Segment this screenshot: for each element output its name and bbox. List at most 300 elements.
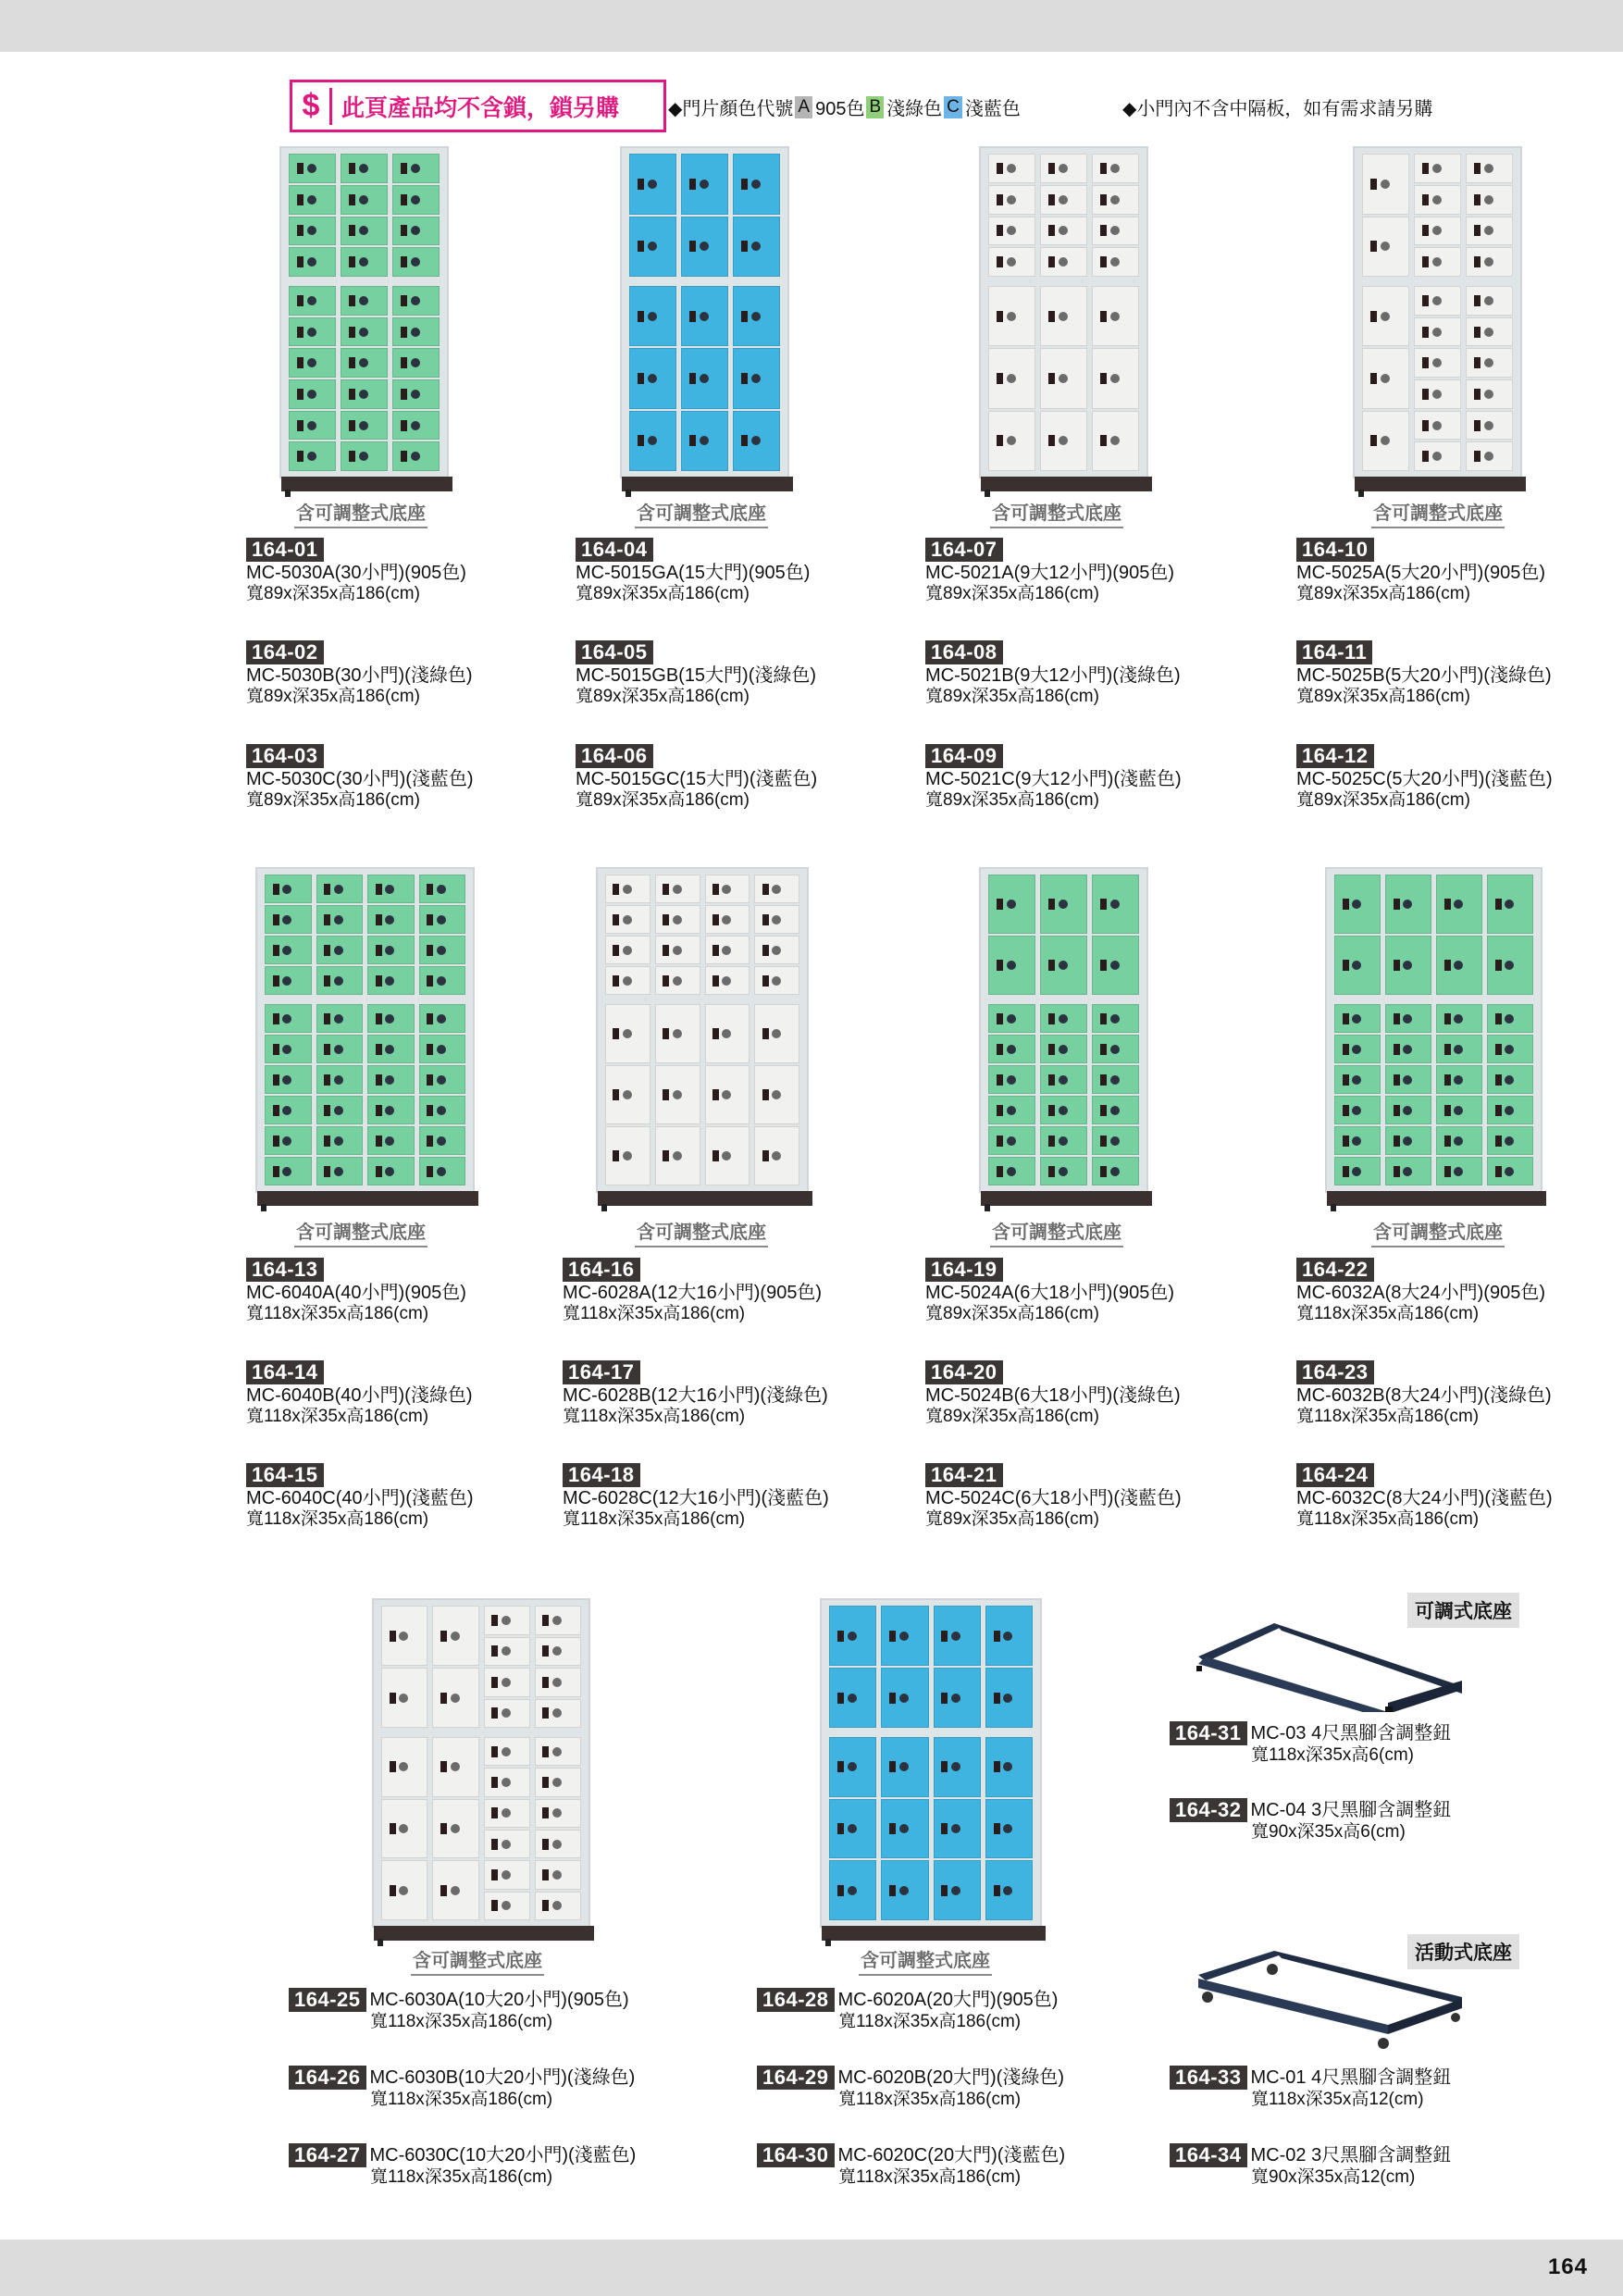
small-door bbox=[367, 1065, 415, 1094]
knob-icon bbox=[451, 1694, 460, 1703]
lock-slot-icon bbox=[997, 194, 1003, 205]
lock-slot-icon bbox=[1474, 225, 1481, 236]
small-door bbox=[1040, 217, 1087, 246]
knob-icon bbox=[1432, 358, 1442, 367]
lock-slot-icon bbox=[1422, 295, 1429, 306]
product-dims: 寬118x深35x高186(cm) bbox=[1296, 1304, 1480, 1323]
large-door bbox=[629, 286, 676, 346]
product-dims: 寬89x深35x高186(cm) bbox=[576, 584, 750, 603]
product-code: 164-17 bbox=[563, 1360, 640, 1384]
lock-slot-icon bbox=[997, 1013, 1003, 1024]
knob-icon bbox=[502, 1840, 511, 1849]
small-door bbox=[392, 154, 440, 183]
lock-slot-icon bbox=[1495, 1013, 1502, 1024]
door-column bbox=[484, 1606, 530, 1728]
product-item bbox=[925, 1463, 1182, 1530]
product-model: MC-5025A(5大20小門)(905色) bbox=[1296, 563, 1545, 583]
base-item bbox=[1170, 2143, 1451, 2188]
lock-slot-icon bbox=[273, 884, 279, 895]
door-column bbox=[1092, 154, 1139, 277]
lock-slot-icon bbox=[997, 1044, 1003, 1055]
lock-slot-icon bbox=[613, 1150, 619, 1161]
small-door bbox=[1092, 1004, 1139, 1033]
small-door bbox=[1487, 1126, 1533, 1155]
knob-icon bbox=[1007, 1106, 1016, 1115]
lock-slot-icon bbox=[324, 884, 330, 895]
small-door bbox=[1334, 1004, 1381, 1033]
lock-slot-icon bbox=[997, 163, 1003, 174]
knob-icon bbox=[502, 1901, 511, 1910]
product-code: 164-12 bbox=[1296, 744, 1374, 768]
small-door bbox=[341, 317, 388, 347]
product-model: MC-5015GA(15大門)(905色) bbox=[576, 563, 811, 583]
small-door bbox=[316, 905, 364, 934]
notice-separator bbox=[329, 88, 332, 125]
lock-slot-icon bbox=[712, 975, 719, 987]
knob-icon bbox=[334, 976, 343, 986]
lock-slot-icon bbox=[712, 914, 719, 925]
lock-slot-icon bbox=[613, 914, 619, 925]
large-door bbox=[733, 286, 780, 346]
knob-icon bbox=[282, 946, 291, 955]
knob-icon bbox=[1432, 195, 1442, 205]
product-item bbox=[1296, 1360, 1552, 1427]
product-dims: 寬118x深35x高186(cm) bbox=[563, 1304, 746, 1323]
knob-icon bbox=[307, 164, 316, 173]
large-door bbox=[881, 1737, 928, 1797]
product-code: 164-28 bbox=[757, 1988, 835, 2012]
lock-slot-icon bbox=[712, 1150, 719, 1161]
knob-icon bbox=[772, 1029, 781, 1038]
product-dims: 寬89x深35x高186(cm) bbox=[246, 687, 420, 706]
door-column bbox=[629, 286, 676, 471]
lock-slot-icon bbox=[1100, 1166, 1107, 1177]
color-code-c: C bbox=[944, 96, 962, 118]
small-door bbox=[705, 875, 750, 903]
small-door bbox=[1040, 247, 1087, 277]
lock-slot-icon bbox=[376, 1013, 382, 1024]
cabinet-image bbox=[620, 146, 789, 491]
lock-slot-icon bbox=[401, 357, 407, 368]
knob-icon bbox=[673, 1029, 682, 1038]
large-door bbox=[985, 1737, 1033, 1797]
knob-icon bbox=[282, 1106, 291, 1115]
product-model: MC-5030A(30小門)(905色) bbox=[246, 563, 466, 583]
large-door bbox=[829, 1606, 876, 1666]
knob-icon bbox=[334, 1106, 343, 1115]
lock-slot-icon bbox=[324, 1166, 330, 1177]
small-door bbox=[484, 1737, 530, 1766]
knob-icon bbox=[1007, 436, 1016, 445]
lock-slot-icon bbox=[1100, 1136, 1107, 1147]
knob-icon bbox=[1432, 257, 1442, 267]
lock-slot-icon bbox=[762, 1028, 769, 1039]
cabinet-base bbox=[622, 477, 793, 491]
knob-icon bbox=[899, 1886, 909, 1895]
knob-icon bbox=[1432, 226, 1442, 235]
knob-icon bbox=[648, 374, 657, 383]
large-door bbox=[705, 1126, 750, 1185]
cabinet-body bbox=[1325, 867, 1542, 1193]
lock-slot-icon bbox=[440, 1885, 447, 1896]
lock-slot-icon bbox=[1474, 451, 1481, 462]
large-door bbox=[1092, 411, 1139, 471]
knob-icon bbox=[1003, 1824, 1012, 1833]
lock-slot-icon bbox=[491, 1615, 498, 1626]
door-column bbox=[733, 286, 780, 471]
small-door bbox=[605, 936, 650, 964]
product-code: 164-24 bbox=[1296, 1463, 1374, 1487]
small-door bbox=[1092, 1157, 1139, 1185]
small-door bbox=[1385, 1126, 1431, 1155]
small-door bbox=[1414, 411, 1461, 441]
knob-icon bbox=[1454, 1075, 1463, 1085]
small-door bbox=[1385, 1035, 1431, 1063]
small-door bbox=[392, 185, 440, 215]
knob-icon bbox=[673, 976, 682, 986]
small-door bbox=[419, 1157, 466, 1185]
cabinet-section-bottom bbox=[988, 286, 1139, 471]
door-column bbox=[432, 1606, 478, 1728]
product-item bbox=[1296, 1463, 1553, 1530]
knob-icon bbox=[282, 1014, 291, 1024]
knob-icon bbox=[1403, 961, 1412, 970]
cabinet-body bbox=[979, 867, 1148, 1193]
lock-slot-icon bbox=[997, 256, 1003, 267]
cabinet-image bbox=[1353, 146, 1522, 491]
large-door bbox=[655, 1126, 700, 1185]
door-column bbox=[1436, 1004, 1482, 1185]
knob-icon bbox=[385, 885, 394, 894]
large-door bbox=[1092, 348, 1139, 408]
knob-icon bbox=[1007, 374, 1016, 383]
small-door bbox=[1414, 247, 1461, 277]
knob-icon bbox=[359, 328, 368, 337]
door-column bbox=[381, 1606, 427, 1728]
knob-icon bbox=[502, 1646, 511, 1656]
small-door bbox=[655, 905, 700, 934]
door-column bbox=[265, 1004, 312, 1185]
knob-icon bbox=[411, 358, 420, 367]
lock-slot-icon bbox=[390, 1823, 396, 1834]
knob-icon bbox=[1059, 1014, 1068, 1024]
door-column bbox=[754, 875, 799, 995]
small-door bbox=[1466, 379, 1513, 409]
lock-slot-icon bbox=[427, 1013, 433, 1024]
adjustable-base-image bbox=[1189, 1610, 1467, 1712]
large-door bbox=[681, 154, 728, 215]
knob-icon bbox=[623, 885, 632, 894]
door-column bbox=[289, 286, 336, 471]
knob-icon bbox=[1505, 1106, 1514, 1115]
knob-icon bbox=[502, 1778, 511, 1787]
cabinet-base bbox=[1327, 1191, 1546, 1206]
door-column bbox=[605, 1004, 650, 1185]
large-door bbox=[754, 1004, 799, 1063]
product-code: 164-26 bbox=[289, 2066, 366, 2090]
lock-slot-icon bbox=[1474, 194, 1481, 205]
knob-icon bbox=[411, 390, 420, 399]
cabinet-section-bottom bbox=[1362, 286, 1513, 471]
cabinet-section-top bbox=[988, 154, 1139, 277]
cabinet-section-top bbox=[381, 1606, 581, 1728]
knob-icon bbox=[1432, 452, 1442, 461]
product-dims: 寬89x深35x高186(cm) bbox=[925, 1509, 1099, 1529]
large-door bbox=[985, 1606, 1033, 1666]
small-door bbox=[1436, 1065, 1482, 1094]
lock-slot-icon bbox=[376, 1044, 382, 1055]
small-door bbox=[1487, 1035, 1533, 1063]
knob-icon bbox=[437, 1167, 446, 1176]
small-door bbox=[316, 1157, 364, 1185]
knob-icon bbox=[1059, 1106, 1068, 1115]
knob-icon bbox=[1059, 1167, 1068, 1176]
knob-icon bbox=[1110, 900, 1120, 909]
product-dims: 寬89x深35x高186(cm) bbox=[925, 790, 1099, 810]
cabinet-image bbox=[979, 146, 1148, 491]
knob-icon bbox=[772, 946, 781, 955]
small-door bbox=[1092, 1096, 1139, 1124]
knob-icon bbox=[700, 180, 709, 189]
door-column bbox=[681, 154, 728, 277]
lock-slot-icon bbox=[491, 1746, 498, 1757]
large-door bbox=[1040, 875, 1087, 934]
knob-icon bbox=[673, 946, 682, 955]
product-item bbox=[925, 1258, 1174, 1324]
knob-icon bbox=[502, 1808, 511, 1818]
lock-slot-icon bbox=[1343, 1074, 1349, 1086]
knob-icon bbox=[552, 1808, 562, 1818]
large-door bbox=[629, 348, 676, 408]
small-door bbox=[1334, 1065, 1381, 1094]
large-door bbox=[381, 1606, 427, 1666]
lock-slot-icon bbox=[297, 420, 304, 431]
large-door bbox=[381, 1737, 427, 1797]
knob-icon bbox=[552, 1901, 562, 1910]
base-caption: 含可調整式底座 bbox=[1371, 1217, 1505, 1247]
door-column bbox=[432, 1737, 478, 1920]
large-door bbox=[754, 1065, 799, 1124]
door-column bbox=[1487, 875, 1533, 995]
lock-slot-icon bbox=[638, 373, 644, 384]
base-caption: 含可調整式底座 bbox=[635, 498, 768, 528]
knob-icon bbox=[1432, 296, 1442, 305]
knob-icon bbox=[751, 374, 761, 383]
lock-slot-icon bbox=[1100, 225, 1107, 236]
knob-icon bbox=[437, 1106, 446, 1115]
knob-icon bbox=[1110, 164, 1120, 173]
small-door bbox=[988, 185, 1035, 215]
knob-icon bbox=[552, 1646, 562, 1656]
lock-slot-icon bbox=[663, 884, 669, 895]
door-column bbox=[705, 875, 750, 995]
knob-icon bbox=[282, 1045, 291, 1054]
product-dims: 寬89x深35x高186(cm) bbox=[925, 584, 1099, 603]
knob-icon bbox=[1007, 1136, 1016, 1146]
product-item bbox=[757, 2066, 1064, 2110]
small-door bbox=[1436, 1096, 1482, 1124]
large-door bbox=[381, 1668, 427, 1728]
movable-base-title: 活動式底座 bbox=[1407, 1934, 1519, 1969]
knob-icon bbox=[359, 195, 368, 205]
product-code: 164-06 bbox=[576, 744, 653, 768]
knob-icon bbox=[1454, 900, 1463, 909]
lock-slot-icon bbox=[273, 1044, 279, 1055]
knob-icon bbox=[282, 885, 291, 894]
knob-icon bbox=[1454, 1106, 1463, 1115]
lock-slot-icon bbox=[1474, 327, 1481, 338]
knob-icon bbox=[1381, 374, 1390, 383]
door-column bbox=[419, 1004, 466, 1185]
product-model: MC-6040A(40小門)(905色) bbox=[246, 1283, 466, 1303]
lock-slot-icon bbox=[1444, 960, 1451, 971]
door-column bbox=[829, 1737, 876, 1920]
lock-slot-icon bbox=[491, 1900, 498, 1911]
knob-icon bbox=[282, 1136, 291, 1146]
knob-icon bbox=[411, 328, 420, 337]
product-dims: 寬118x深35x高186(cm) bbox=[246, 1509, 429, 1529]
small-door bbox=[1040, 1035, 1087, 1063]
color-code-a: A bbox=[795, 96, 812, 118]
knob-icon bbox=[552, 1747, 562, 1756]
knob-icon bbox=[1454, 961, 1463, 970]
knob-icon bbox=[1110, 961, 1120, 970]
product-model: MC-6020C(20大門)(淺藍色) bbox=[837, 2145, 1066, 2166]
knob-icon bbox=[1352, 900, 1361, 909]
knob-icon bbox=[1432, 390, 1442, 399]
knob-icon bbox=[411, 226, 420, 235]
product-code: 164-01 bbox=[246, 538, 324, 562]
knob-icon bbox=[1484, 226, 1493, 235]
lock-slot-icon bbox=[427, 945, 433, 956]
lock-slot-icon bbox=[1100, 256, 1107, 267]
knob-icon bbox=[552, 1708, 562, 1718]
lock-slot-icon bbox=[273, 1136, 279, 1147]
knob-icon bbox=[751, 312, 761, 321]
door-column bbox=[934, 1737, 981, 1920]
door-column bbox=[367, 875, 415, 995]
large-door bbox=[733, 217, 780, 278]
product-code: 164-22 bbox=[1296, 1258, 1374, 1282]
small-door bbox=[988, 1157, 1035, 1185]
product-dims: 寬90x深35x高12(cm) bbox=[1251, 2167, 1416, 2187]
lock-slot-icon bbox=[994, 1631, 1000, 1642]
lock-slot-icon bbox=[1048, 1074, 1055, 1086]
knob-icon bbox=[359, 358, 368, 367]
cabinet-section-bottom bbox=[381, 1737, 581, 1920]
small-door bbox=[1040, 1065, 1087, 1094]
cabinet-base bbox=[598, 1191, 812, 1206]
lock-slot-icon bbox=[1100, 899, 1107, 910]
product-code: 164-04 bbox=[576, 538, 653, 562]
product-item bbox=[1296, 1258, 1545, 1324]
small-door bbox=[535, 1768, 581, 1796]
lock-slot-icon bbox=[663, 1028, 669, 1039]
small-door bbox=[1040, 1096, 1087, 1124]
small-door bbox=[1436, 1157, 1482, 1185]
lock-slot-icon bbox=[1495, 1166, 1502, 1177]
knob-icon bbox=[451, 1886, 460, 1895]
small-door bbox=[367, 905, 415, 934]
lock-slot-icon bbox=[349, 357, 355, 368]
cabinet-base bbox=[257, 1191, 478, 1206]
knob-icon bbox=[1505, 1014, 1514, 1024]
product-dims: 寬118x深35x高186(cm) bbox=[1296, 1509, 1480, 1529]
small-door bbox=[1385, 1004, 1431, 1033]
door-column bbox=[754, 1004, 799, 1185]
knob-icon bbox=[282, 976, 291, 986]
knob-icon bbox=[623, 1029, 632, 1038]
color-label-c: 淺藍色 bbox=[964, 99, 1021, 119]
product-item bbox=[925, 640, 1181, 707]
lock-slot-icon bbox=[1474, 357, 1481, 368]
lock-slot-icon bbox=[1422, 420, 1429, 431]
product-model: MC-6030C(10大20小門)(淺藍色) bbox=[369, 2145, 637, 2166]
knob-icon bbox=[772, 1090, 781, 1099]
small-door bbox=[1414, 185, 1461, 215]
small-door bbox=[484, 1830, 530, 1858]
small-door bbox=[341, 185, 388, 215]
knob-icon bbox=[307, 452, 316, 461]
lock-slot-icon bbox=[401, 327, 407, 338]
knob-icon bbox=[951, 1886, 960, 1895]
large-door bbox=[1092, 286, 1139, 346]
large-door bbox=[985, 1860, 1033, 1920]
knob-icon bbox=[1505, 1075, 1514, 1085]
small-door bbox=[484, 1606, 530, 1635]
lock-slot-icon bbox=[1474, 295, 1481, 306]
door-column bbox=[341, 286, 388, 471]
product-code: 164-21 bbox=[925, 1463, 1003, 1487]
knob-icon bbox=[1110, 1136, 1120, 1146]
large-door bbox=[605, 1065, 650, 1124]
small-door bbox=[535, 1860, 581, 1889]
lock-slot-icon bbox=[1422, 256, 1429, 267]
knob-icon bbox=[623, 915, 632, 925]
small-door bbox=[754, 905, 799, 934]
large-door bbox=[705, 1065, 750, 1124]
product-model: MC-02 3尺黑腳含調整鈕 bbox=[1250, 2145, 1452, 2166]
lock-slot-icon bbox=[1370, 179, 1377, 190]
product-model: MC-03 4尺黑腳含調整鈕 bbox=[1250, 1723, 1452, 1744]
product-dims: 寬118x深35x高186(cm) bbox=[1296, 1407, 1480, 1426]
door-column bbox=[655, 875, 700, 995]
small-door bbox=[419, 905, 466, 934]
door-column bbox=[484, 1737, 530, 1920]
small-door bbox=[1414, 379, 1461, 409]
small-door bbox=[316, 1065, 364, 1094]
lock-slot-icon bbox=[273, 1013, 279, 1024]
product-item bbox=[563, 1360, 828, 1427]
lock-slot-icon bbox=[638, 311, 644, 322]
lock-slot-icon bbox=[1100, 373, 1107, 384]
small-door bbox=[535, 1737, 581, 1766]
knob-icon bbox=[502, 1747, 511, 1756]
lock-slot-icon bbox=[542, 1615, 549, 1626]
lock-slot-icon bbox=[349, 225, 355, 236]
knob-icon bbox=[437, 915, 446, 925]
lock-slot-icon bbox=[542, 1677, 549, 1688]
lock-slot-icon bbox=[273, 1074, 279, 1086]
door-column bbox=[289, 154, 336, 277]
door-column bbox=[1466, 286, 1513, 471]
small-door bbox=[1487, 1004, 1533, 1033]
lock-slot-icon bbox=[762, 914, 769, 925]
knob-icon bbox=[437, 1014, 446, 1024]
knob-icon bbox=[1432, 421, 1442, 430]
lock-slot-icon bbox=[762, 975, 769, 987]
lock-slot-icon bbox=[1394, 1013, 1400, 1024]
